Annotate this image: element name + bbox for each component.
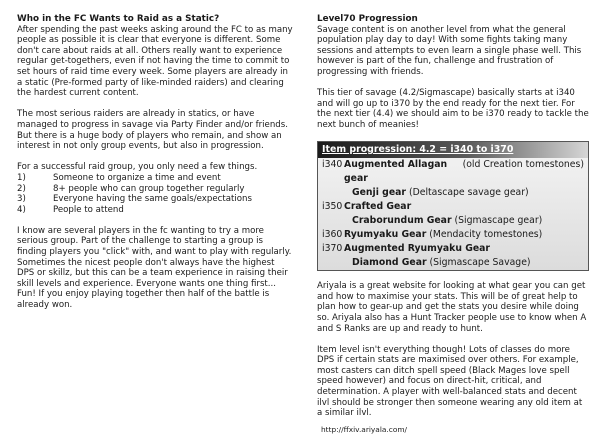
list-text: Everyone having the same goals/expectations	[53, 194, 252, 205]
list-item	[17, 194, 294, 205]
list-number: 1)	[17, 172, 26, 183]
table-row	[318, 186, 588, 200]
table-row	[318, 214, 588, 228]
left-paragraph-1: After spending the past weeks asking around the FC to as many people as possible it is clear that everyone is different. Some don't care about raids at all. Others really want to experience regular get-togethers, even if not having the time to commit to set hours of raid time every week. Some players are already in a static (Pre-formed party of like-minded raiders) and clearing the hardest current content.	[17, 24, 293, 99]
right-heading: Level70 Progression	[317, 14, 418, 24]
gear-name: Craborundum Gear	[352, 215, 452, 227]
table-row	[318, 158, 588, 186]
left-paragraph-4: I know are several players in the fc wanting to try a more serious group. Part of the challenge to starting a group is finding players you "click" with, and want to play with regularly. Sometimes the nicest people don't always have the highest DPS or skillz, but this can be a team experience in raising their skill levels and experience. Everyone wants one thing first... Fun! If you enjoy playing together then half of the battle is already won.	[17, 225, 292, 311]
item-level: i340	[322, 159, 343, 171]
list-number: 4)	[17, 204, 26, 215]
gear-name: Diamond Gear	[352, 257, 427, 269]
left-paragraph-3: For a successful raid group, you only need a few things.	[17, 162, 258, 173]
gear-source: (Sigmascape Savage)	[426, 257, 531, 269]
requirements-list	[17, 173, 294, 215]
table-row	[318, 256, 588, 270]
gear-source: (Deltascape savage gear)	[405, 187, 529, 199]
gear-name: Ryumyaku Gear	[344, 229, 427, 241]
item-progression-table	[317, 141, 589, 271]
list-item	[17, 173, 294, 184]
list-number: 2)	[17, 183, 26, 194]
left-paragraph-2: The most serious raiders are already in statics, or have managed to progress in savage via Party Finder and/or friends. But there is a huge body of players who remain, and show an interest in not only group events, but also in progression.	[17, 109, 288, 152]
gear-source: (old Creation tomestones)	[459, 159, 584, 171]
left-column	[17, 14, 294, 321]
right-paragraph-2: This tier of savage (4.2/Sigmascape) basically starts at i340 and will go up to i370 by the end ready for the next tier. For the next tier (4.4) we should aim to be i370 ready to tackle the next bunch of meanies!	[317, 88, 589, 130]
right-paragraph-3: Ariyala is a great website for looking at what gear you can get and how to maximise your stats. This will be of great help to plan how to gear-up and get the stats you desire while doing so. Ariyala also has a Hunt Tracker people use to know when A and S Ranks are up and ready to hunt.	[317, 281, 587, 334]
table-row	[318, 228, 588, 242]
gear-name: Genji gear	[352, 187, 406, 199]
item-level: i350	[322, 201, 343, 213]
table-title	[318, 142, 588, 158]
right-paragraph-4: Item level isn't everything though! Lots of classes do more DPS if certain stats are maximised over others. For example, most casters can ditch spell speed (Black Mages love spell speed however) and focus on direct-hit, critical, and determination. A player with well-balanced stats and decent ilvl should be stronger then someone wearing any old item at a similar ilvl.	[317, 344, 583, 419]
list-text: Someone to organize a time and event	[53, 172, 221, 183]
table-title-text: Item progression: 4.2 = i340 to i370	[322, 144, 514, 156]
item-level: i360	[322, 229, 343, 241]
right-paragraph-1: Savage content is on another level from what the general population play day to day! With some fights taking many sessions and attempts to even learn a single phase well. This however is part of the fun, challenge and frustration of progressing with friends.	[317, 24, 582, 77]
left-heading: Who in the FC Wants to Raid as a Static?	[17, 14, 220, 24]
gear-source: (Sigmascape gear)	[451, 215, 543, 227]
item-level	[322, 214, 352, 228]
gear-name: Augmented Ryumyaku Gear	[344, 243, 490, 255]
gear-name: Crafted Gear	[344, 201, 412, 213]
item-level: i370	[322, 243, 343, 255]
list-number: 3)	[17, 194, 26, 205]
list-item	[17, 184, 294, 195]
right-column	[317, 14, 589, 436]
gear-source: (Mendacity tomestones)	[426, 229, 543, 241]
table-row	[318, 242, 588, 256]
list-item	[17, 205, 294, 216]
gear-name: Augmented Allagan gear	[344, 159, 448, 185]
list-text: People to attend	[53, 204, 124, 215]
table-row	[318, 200, 588, 214]
list-text: 8+ people who can group together regularly	[53, 183, 245, 194]
ariyala-link[interactable]: http://ffxiv.ariyala.com/	[321, 425, 408, 435]
item-level	[322, 186, 352, 200]
item-level	[322, 256, 352, 270]
